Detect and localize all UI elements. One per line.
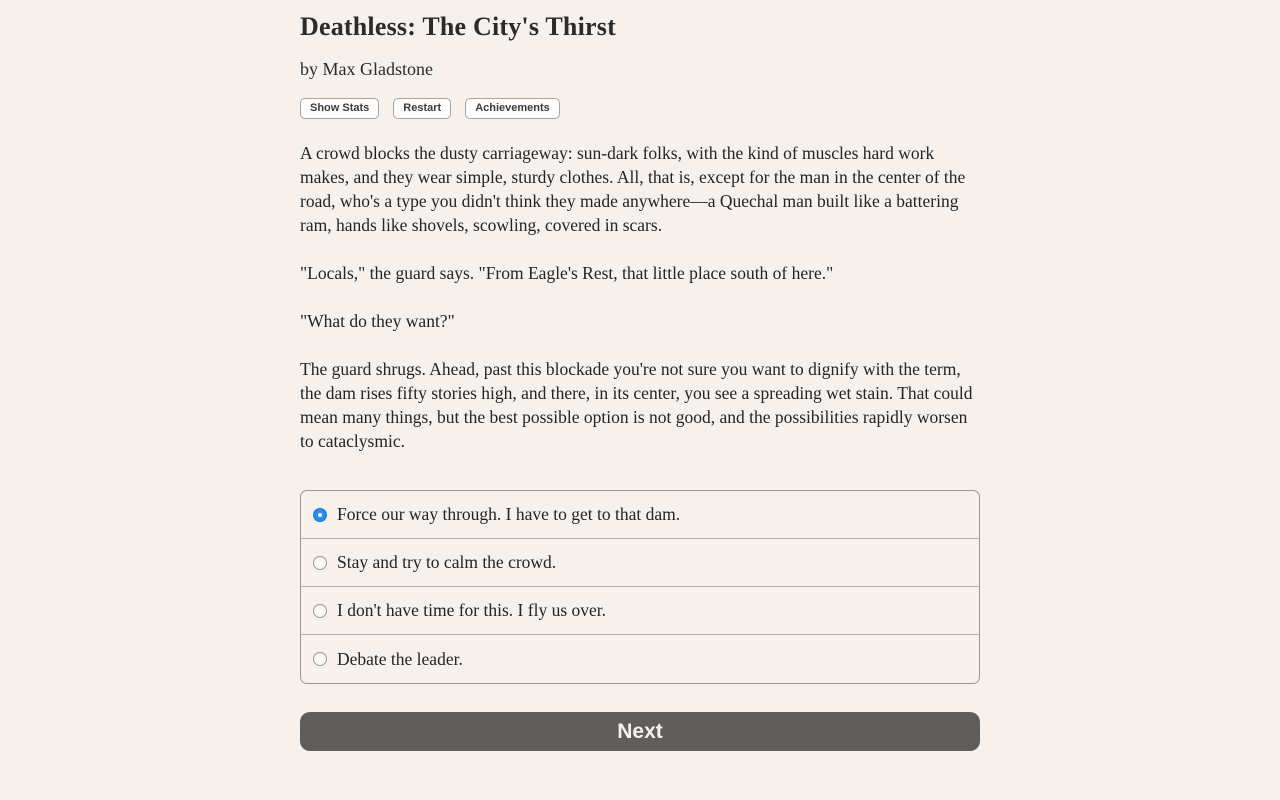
choice-option-3[interactable] [301,587,979,635]
story-paragraph-2: "Locals," the guard says. "From Eagle's Rest, that little place south of here." [300,263,834,283]
story-column [300,12,980,751]
choice-list [300,490,980,684]
choice-option-label: Debate the leader. [337,648,463,669]
story-paragraph-4: The guard shrugs. Ahead, past this blockade you're not sure you want to dignify with the term, the dam rises fifty stories high, and there, in its center, you see a spreading wet stain. That could mean many things, but the best possible option is not good, and the possibilities rapidly worsen to cataclysmic. [300,359,973,451]
radio-selected-icon[interactable] [313,508,327,522]
choice-option-1[interactable] [301,491,979,539]
radio-unselected-icon[interactable] [313,604,327,618]
choice-option-label: I don't have time for this. I fly us over. [337,600,607,620]
radio-unselected-icon[interactable] [313,652,327,666]
choice-option-4[interactable] [301,635,979,683]
radio-unselected-icon[interactable] [313,556,327,570]
achievements-button[interactable]: Achievements [465,98,560,119]
story-paragraph-1: A crowd blocks the dusty carriageway: sun-dark folks, with the kind of muscles hard work makes, and they wear simple, sturdy clothes. All, that is, except for the man in the center of the road, who's a type you didn't think they made anywhere—a Quechal man built like a battering ram, hands like shovels, scowling, covered in scars. [300,143,966,235]
game-title: Deathless: The City's Thirst [300,12,616,41]
choice-option-2[interactable] [301,539,979,587]
next-button[interactable]: Next [300,712,980,751]
show-stats-button[interactable]: Show Stats [300,98,379,119]
toolbar [300,98,980,119]
choice-option-label: Stay and try to calm the crowd. [337,552,557,572]
game-author: by Max Gladstone [300,59,433,79]
choice-option-label: Force our way through. I have to get to that dam. [337,504,681,524]
story-paragraph-3: "What do they want?" [300,311,455,331]
restart-button[interactable]: Restart [393,98,451,119]
